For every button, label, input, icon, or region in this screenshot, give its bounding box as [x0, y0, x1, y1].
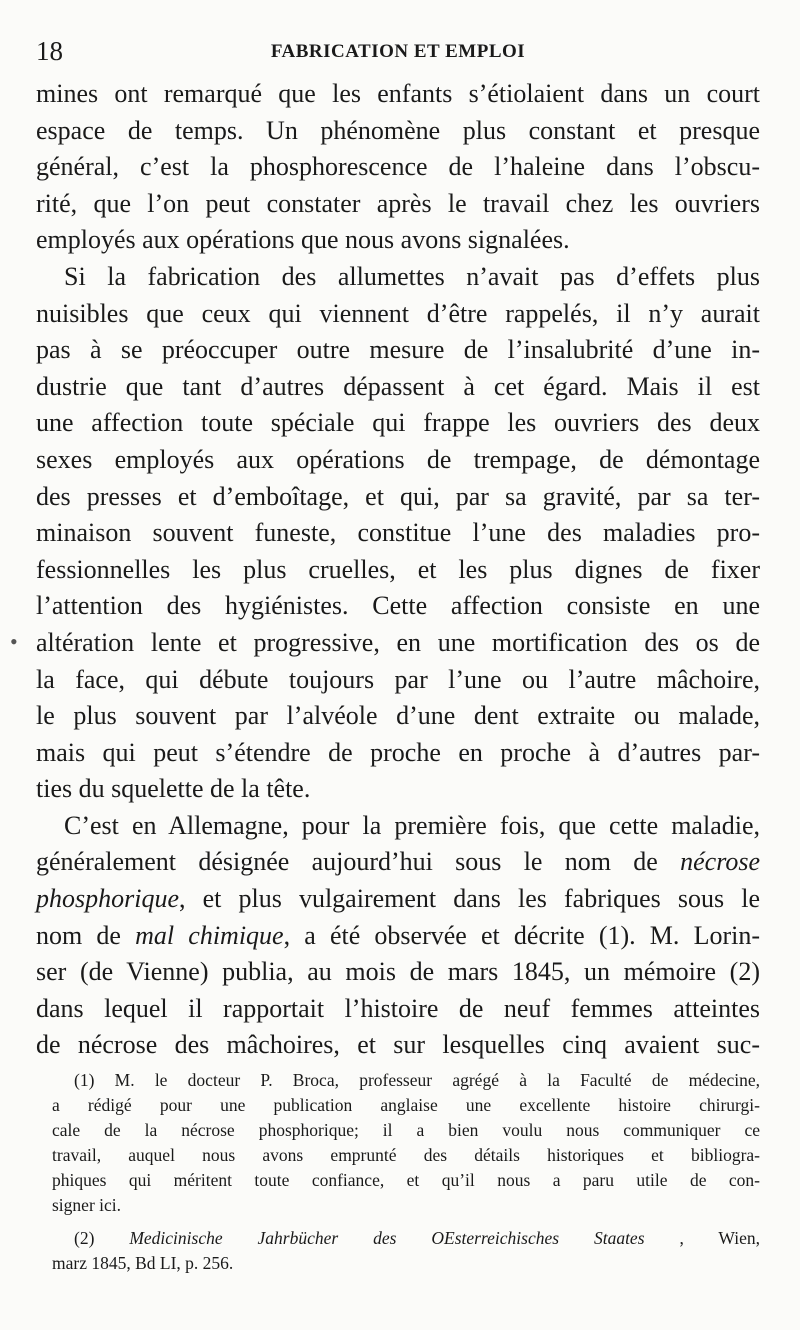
footnote-1-line: phiques qui méritent toute confiance, et qu’il nous a paru utile de con-: [52, 1170, 760, 1190]
footnote-2-line: [52, 1226, 760, 1251]
text-line: employés aux opérations que nous avons signalées.: [36, 225, 570, 255]
text-line: pas à se préoccuper outre mesure de l’insalubrité d’une in-: [36, 335, 760, 365]
text-line: [36, 918, 760, 955]
paragraph-start: Si la fabrication des allumettes n’avait pas d’effets plus: [64, 261, 760, 291]
italic-term: mal chimique: [135, 920, 284, 950]
text-segment: , a été observée et décrite (1). M. Lorin-: [283, 920, 761, 950]
text-line: ser (de Vienne) publia, au mois de mars 1845, un mémoire (2): [36, 957, 760, 987]
footnote-2-line: marz 1845, Bd LI, p. 256.: [52, 1253, 234, 1273]
text-line: espace de temps. Un phénomène plus constant et presque: [36, 115, 760, 145]
text-line: le plus souvent par l’alvéole d’une dent extraite ou malade,: [36, 701, 760, 731]
body-text: [36, 76, 760, 1064]
footnote-1-line: travail, auquel nous avons emprunté des détails historiques et bibliogra-: [52, 1145, 760, 1165]
text-line: une affection toute spéciale qui frappe les ouvriers des deux: [36, 408, 760, 438]
text-line: dans lequel il rapportait l’histoire de neuf femmes atteintes: [36, 993, 760, 1023]
italic-term: nécrose: [680, 847, 761, 877]
text-line: ties du squelette de la tête.: [36, 774, 311, 804]
text-line: général, c’est la phosphorescence de l’haleine dans l’obscu-: [36, 152, 760, 182]
text-line: minaison souvent funeste, constitue l’une des maladies pro-: [36, 518, 760, 548]
running-head: [36, 36, 760, 66]
text-line: mines ont remarqué que les enfants s’étiolaient dans un court: [36, 79, 760, 108]
running-title: FABRICATION ET EMPLOI: [270, 41, 526, 62]
text-line: mais qui peut s’étendre de proche en proche à d’autres par-: [36, 737, 760, 767]
text-line: [36, 844, 760, 881]
footnotes: [52, 1068, 760, 1276]
paragraph-start: C’est en Allemagne, pour la première fois, que cette maladie,: [64, 810, 760, 840]
text-line: l’attention des hygiénistes. Cette affection consiste en une: [36, 591, 760, 621]
footnote-number: (2): [74, 1228, 95, 1248]
footnote-1-line: signer ici.: [52, 1195, 122, 1215]
italic-term: phosphorique: [36, 884, 179, 914]
page-number: 18: [36, 36, 63, 66]
text-line: des presses et d’emboîtage, et qui, par sa gravité, par sa ter-: [36, 481, 760, 511]
margin-mark: •: [10, 629, 18, 654]
text-segment: , et plus vulgairement dans les fabriques sous le: [179, 884, 760, 914]
text-line: [36, 881, 760, 918]
text-line: fessionnelles les plus cruelles, et les plus dignes de fixer: [36, 554, 760, 584]
text-line: nuisibles que ceux qui viennent d’être rappelés, il n’y aurait: [36, 298, 760, 328]
footnote-1-line: cale de la nécrose phosphorique; il a bien voulu nous communiquer ce: [52, 1120, 760, 1140]
text-line: rité, que l’on peut constater après le travail chez les ouvriers: [36, 188, 760, 218]
text-line: la face, qui débute toujours par l’une ou l’autre mâchoire,: [36, 664, 760, 694]
footnote-1-line: a rédigé pour une publication anglaise une excellente histoire chirurgi-: [52, 1095, 760, 1115]
text-line: altération lente et progressive, en une mortification des os de: [36, 627, 760, 657]
text-segment: généralement désignée aujourd’hui sous le nom de: [36, 847, 658, 877]
footnote-1-line: (1) M. le docteur P. Broca, professeur agrégé à la Faculté de médecine,: [74, 1070, 760, 1090]
footnote-gap: [52, 1218, 760, 1226]
text-segment: nom de: [36, 920, 121, 950]
footnote-source-title: Medicinische Jahrbücher des OEsterreichisches Staates: [129, 1228, 645, 1248]
text-line: sexes employés aux opérations de trempage, de démontage: [36, 444, 760, 474]
footnote-source-place: , Wien,: [679, 1228, 760, 1248]
text-line: dustrie que tant d’autres dépassent à cet égard. Mais il est: [36, 371, 760, 401]
text-line: de nécrose des mâchoires, et sur lesquelles cinq avaient suc-: [36, 1030, 760, 1060]
